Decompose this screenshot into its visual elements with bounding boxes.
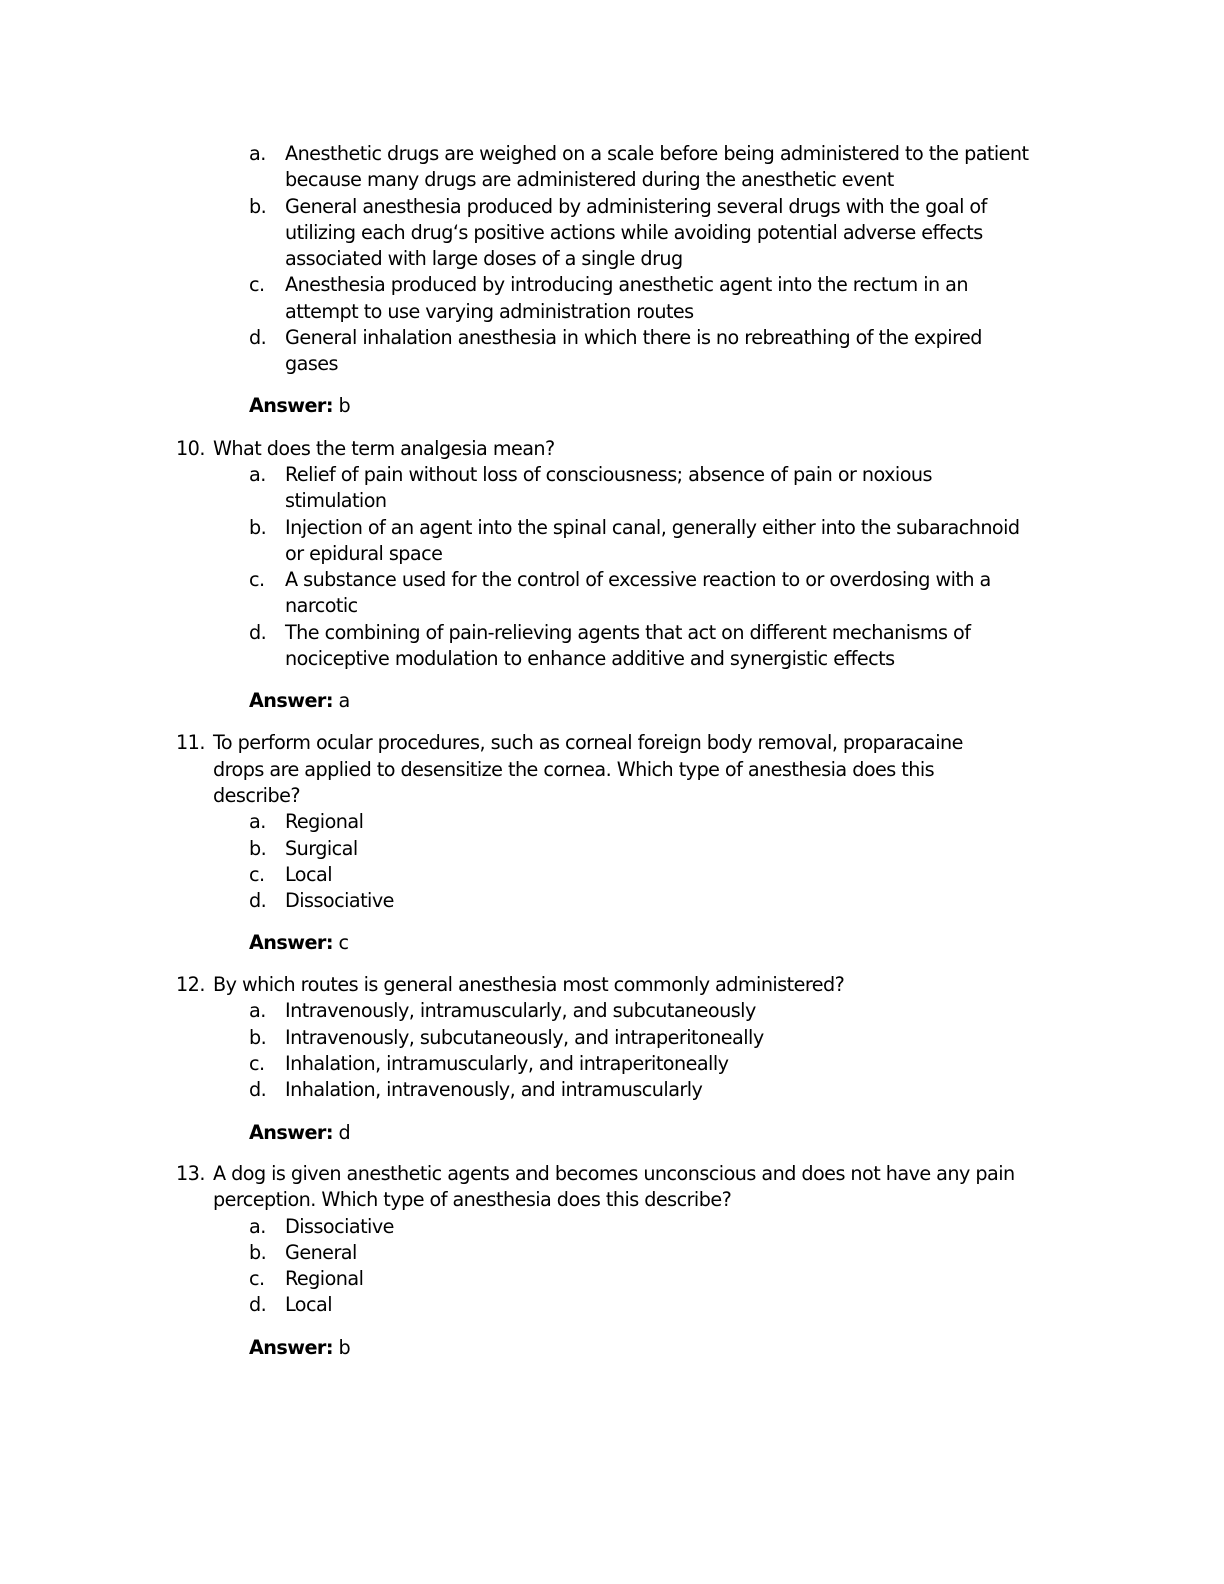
- answer: [249, 688, 350, 714]
- option-letter: b.: [249, 1241, 267, 1264]
- option-text: associated with large doses of a single drug: [285, 247, 683, 270]
- option-text: or epidural space: [285, 542, 443, 565]
- answer-label: Answer:: [249, 689, 333, 712]
- answer-value: a: [338, 689, 350, 712]
- answer: [249, 1335, 350, 1361]
- answer: [249, 1120, 350, 1146]
- option-text: Relief of pain without loss of consciousness; absence of pain or noxious: [285, 463, 932, 486]
- option-letter: b.: [249, 516, 267, 539]
- answer-value: c: [338, 931, 349, 954]
- answer-label: Answer:: [249, 1121, 333, 1144]
- option-text: Regional: [285, 1267, 364, 1290]
- option-text: gases: [285, 352, 338, 375]
- answer-value: b: [338, 394, 351, 417]
- option-letter: c.: [249, 273, 265, 296]
- option-text: utilizing each drug‘s positive actions while avoiding potential adverse effects: [285, 221, 983, 244]
- answer-label: Answer:: [249, 394, 333, 417]
- question-stem: perception. Which type of anesthesia does this describe?: [213, 1188, 732, 1211]
- option-text: Regional: [285, 810, 364, 833]
- option-letter: b.: [249, 195, 267, 218]
- question-number: 12.: [176, 973, 205, 996]
- option-text: Local: [285, 863, 332, 886]
- answer: [249, 393, 350, 419]
- answer-label: Answer:: [249, 931, 333, 954]
- option-text: Dissociative: [285, 889, 394, 912]
- option-text: stimulation: [285, 489, 387, 512]
- option-letter: d.: [249, 1078, 267, 1101]
- answer-label: Answer:: [249, 1336, 333, 1359]
- option-letter: a.: [249, 463, 266, 486]
- option-letter: d.: [249, 326, 267, 349]
- option-text: Anesthetic drugs are weighed on a scale before being administered to the patient: [285, 142, 1029, 165]
- question-stem: A dog is given anesthetic agents and becomes unconscious and does not have any pain: [213, 1162, 1015, 1185]
- option-letter: a.: [249, 142, 266, 165]
- option-text: Surgical: [285, 837, 358, 860]
- option-text: General inhalation anesthesia in which there is no rebreathing of the expired: [285, 326, 982, 349]
- question-stem: By which routes is general anesthesia most commonly administered?: [213, 973, 845, 996]
- option-text: Injection of an agent into the spinal canal, generally either into the subarachnoid: [285, 516, 1020, 539]
- question-stem: To perform ocular procedures, such as corneal foreign body removal, proparacaine: [213, 731, 963, 754]
- option-text: A substance used for the control of excessive reaction to or overdosing with a: [285, 568, 991, 591]
- question-number: 10.: [176, 437, 205, 460]
- question-stem: describe?: [213, 784, 300, 807]
- question-number: 11.: [176, 731, 205, 754]
- option-text: General: [285, 1241, 357, 1264]
- option-letter: d.: [249, 621, 267, 644]
- question-number: 13.: [176, 1162, 205, 1185]
- question-stem: What does the term analgesia mean?: [213, 437, 555, 460]
- option-letter: a.: [249, 999, 266, 1022]
- option-letter: d.: [249, 889, 267, 912]
- option-letter: c.: [249, 863, 265, 886]
- option-letter: b.: [249, 837, 267, 860]
- option-letter: a.: [249, 810, 266, 833]
- option-text: Dissociative: [285, 1215, 394, 1238]
- option-text: attempt to use varying administration routes: [285, 300, 694, 323]
- answer: [249, 930, 349, 956]
- option-text: Intravenously, subcutaneously, and intraperitoneally: [285, 1026, 764, 1049]
- option-letter: d.: [249, 1293, 267, 1316]
- option-text: Anesthesia produced by introducing anesthetic agent into the rectum in an: [285, 273, 968, 296]
- option-text: Inhalation, intramuscularly, and intraperitoneally: [285, 1052, 729, 1075]
- option-letter: c.: [249, 568, 265, 591]
- option-text: narcotic: [285, 594, 358, 617]
- option-letter: c.: [249, 1267, 265, 1290]
- option-letter: a.: [249, 1215, 266, 1238]
- option-text: Inhalation, intravenously, and intramuscularly: [285, 1078, 703, 1101]
- answer-value: d: [338, 1121, 351, 1144]
- option-text: Intravenously, intramuscularly, and subcutaneously: [285, 999, 756, 1022]
- option-text: General anesthesia produced by administering several drugs with the goal of: [285, 195, 987, 218]
- option-text: because many drugs are administered during the anesthetic event: [285, 168, 894, 191]
- option-letter: b.: [249, 1026, 267, 1049]
- question-stem: drops are applied to desensitize the cornea. Which type of anesthesia does this: [213, 758, 935, 781]
- option-letter: c.: [249, 1052, 265, 1075]
- answer-value: b: [338, 1336, 351, 1359]
- option-text: The combining of pain-relieving agents that act on different mechanisms of: [285, 621, 971, 644]
- option-text: Local: [285, 1293, 332, 1316]
- option-text: nociceptive modulation to enhance additive and synergistic effects: [285, 647, 895, 670]
